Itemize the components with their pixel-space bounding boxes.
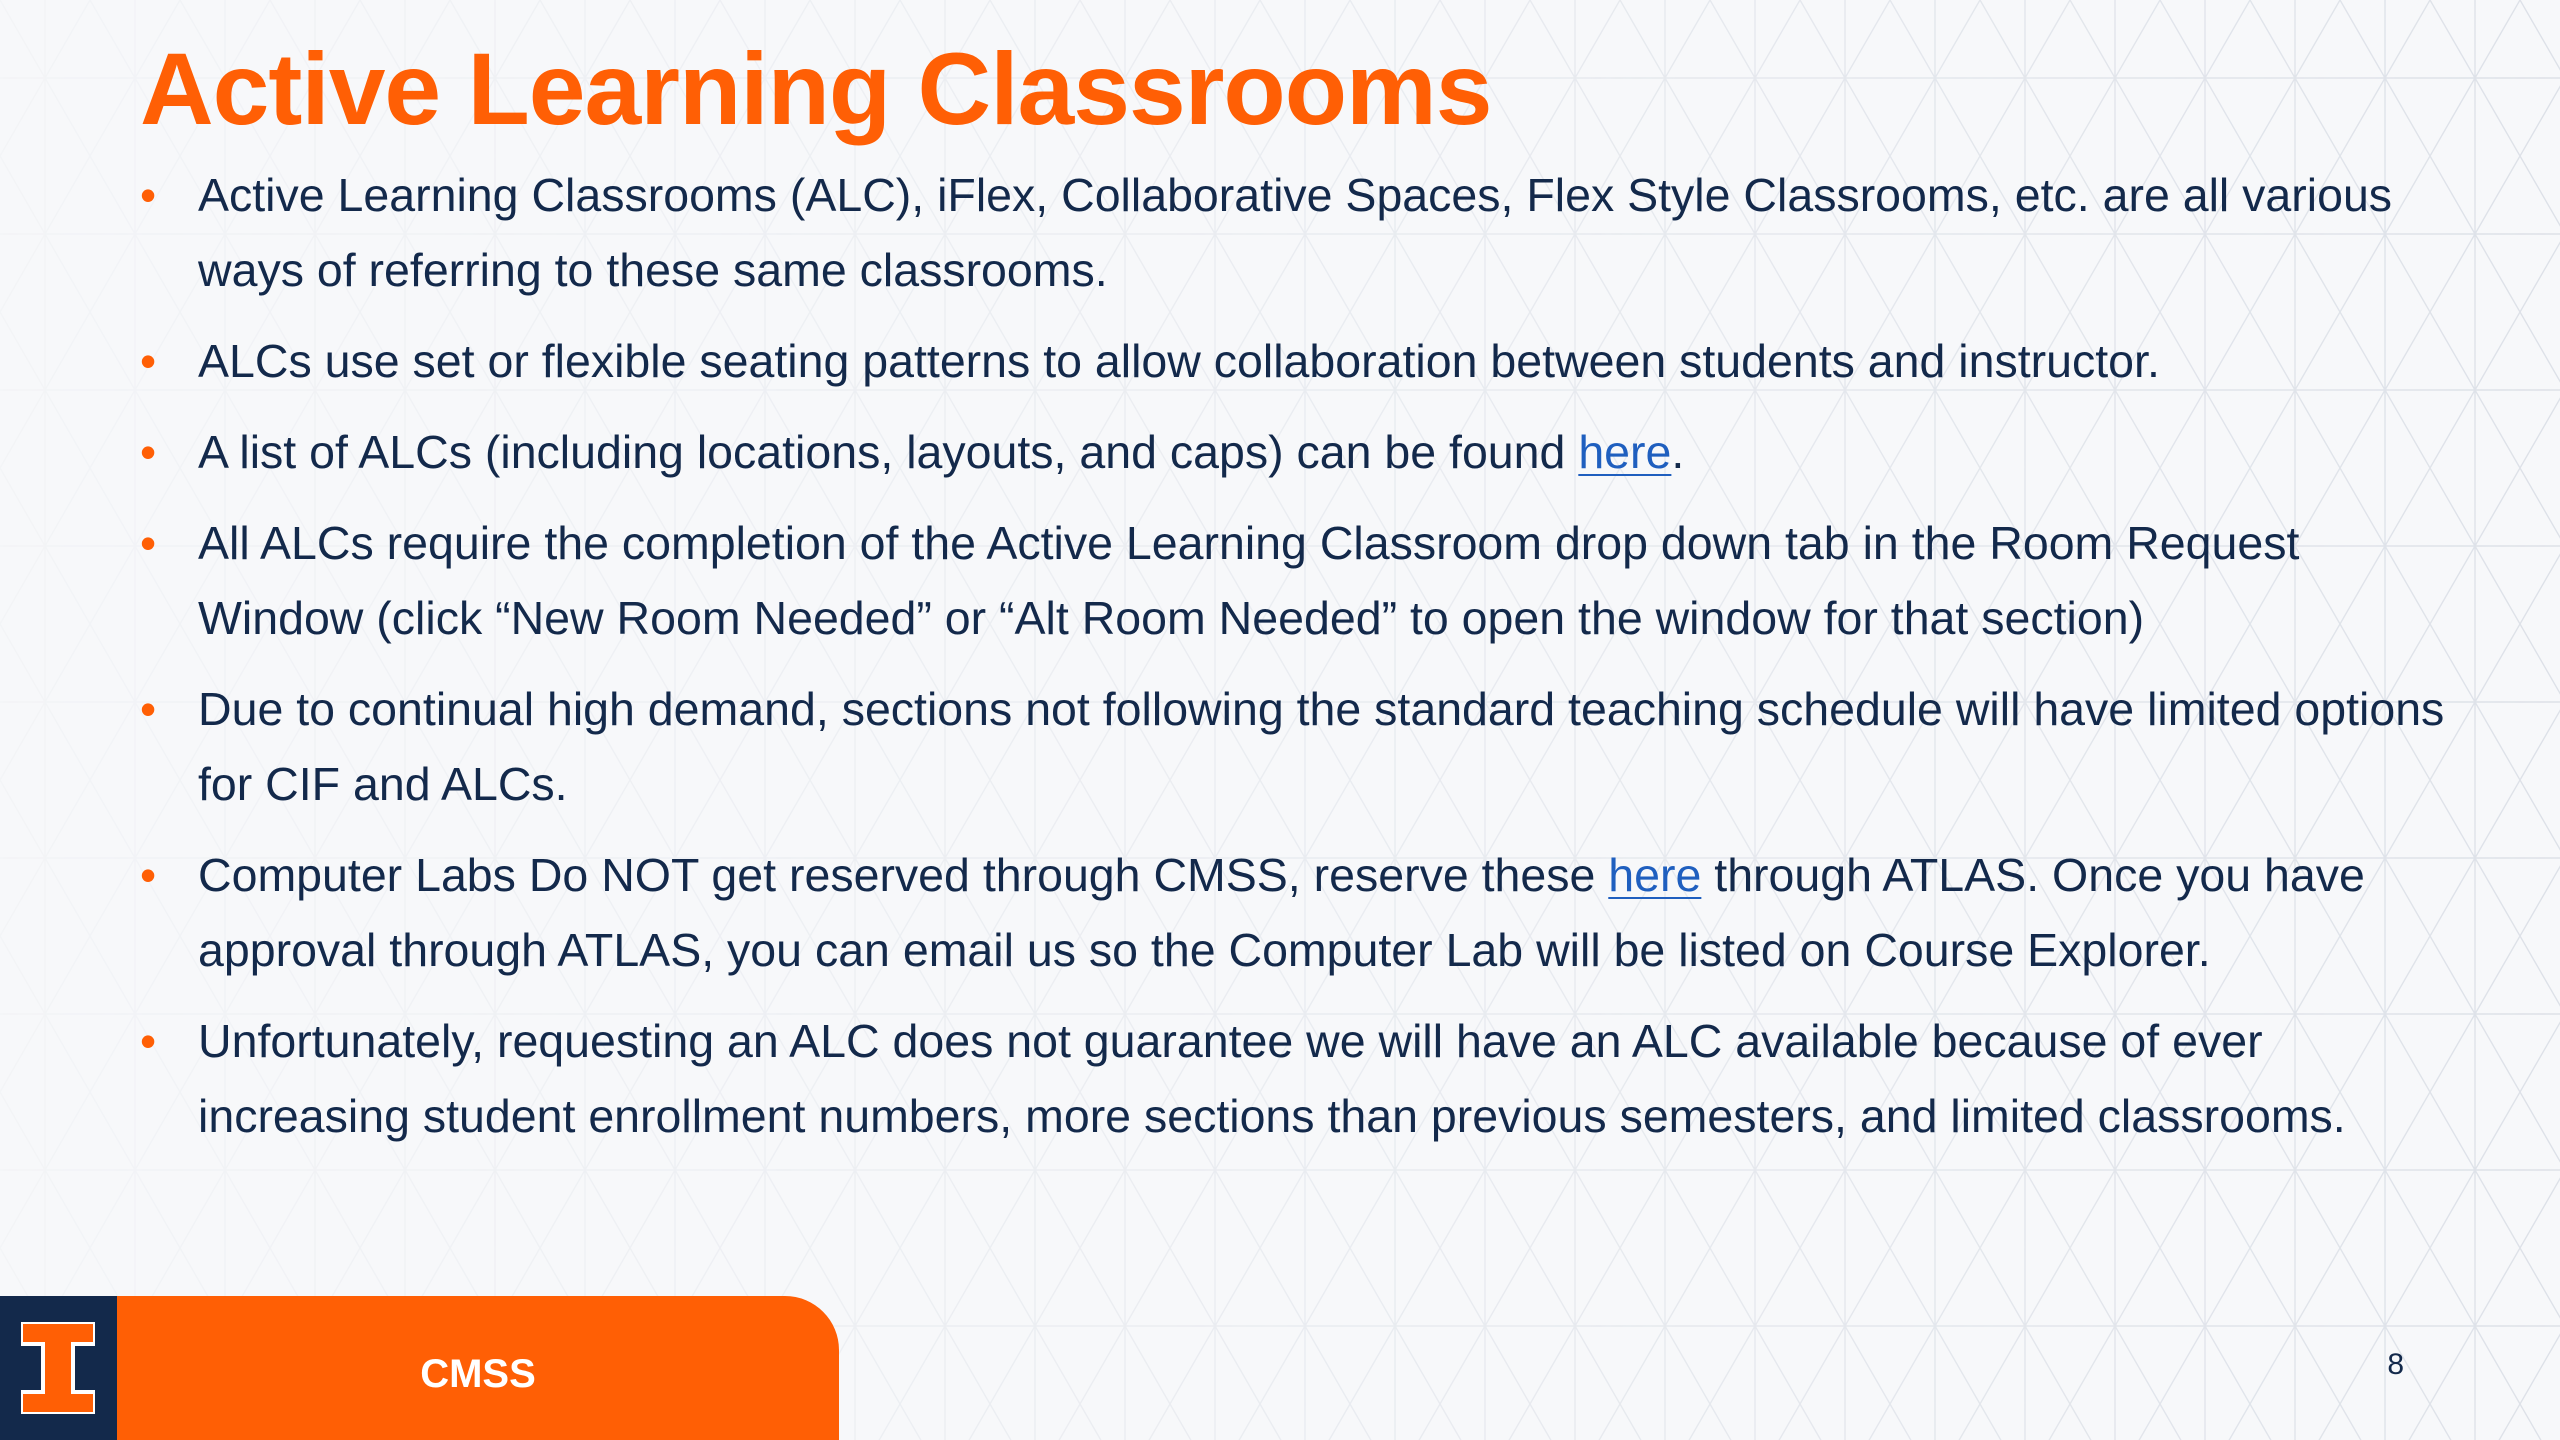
footer-label: CMSS: [420, 1351, 536, 1396]
bullet-dot-icon: •: [140, 1015, 157, 1067]
bullet-item: [140, 415, 2470, 490]
bullet-item: [140, 1004, 2470, 1154]
bullet-text-continued: through ATLAS. Once you have approval through ATLAS, you can email us so the Computer Lab will be listed on Course Explorer.: [198, 849, 2365, 976]
bullet-text: Due to continual high demand, sections not following the standard teaching schedule will have limited options for CIF and ALCs.: [198, 683, 2445, 810]
bullet-list: [140, 158, 2470, 1170]
bullet-text-continued: .: [1671, 426, 1685, 478]
page-number: 8: [2387, 1348, 2404, 1381]
here-link[interactable]: here: [1608, 849, 1702, 901]
bullet-text: Active Learning Classrooms (ALC), iFlex, Collaborative Spaces, Flex Style Classrooms, etc. are all various ways of referring to these same classrooms.: [198, 169, 2393, 296]
bullet-item: [140, 672, 2470, 822]
block-i-logo-icon: [21, 1322, 95, 1414]
here-link[interactable]: here: [1578, 426, 1672, 478]
bullet-text: All ALCs require the completion of the Active Learning Classroom drop down tab in the Room Request Window (click “New Room Needed” or “Alt Room Needed” to open the window for that section): [198, 517, 2300, 644]
slide-title: Active Learning Classrooms: [140, 32, 1492, 146]
bullet-item: [140, 158, 2470, 308]
bullet-dot-icon: •: [140, 683, 157, 735]
footer-tab: [117, 1296, 839, 1440]
bullet-dot-icon: •: [140, 169, 157, 221]
bullet-dot-icon: •: [140, 335, 157, 387]
bullet-text: Computer Labs Do NOT get reserved through CMSS, reserve these: [198, 849, 1609, 901]
bullet-dot-icon: •: [140, 849, 157, 901]
bullet-item: [140, 838, 2470, 988]
bullet-text: ALCs use set or flexible seating patterns to allow collaboration between students and instructor.: [198, 335, 2160, 387]
footer-logo-block: [0, 1296, 117, 1440]
bullet-item: [140, 506, 2470, 656]
bullet-text: Unfortunately, requesting an ALC does not guarantee we will have an ALC available because of ever increasing student enrollment numbers, more sections than previous semesters, and limited classrooms.: [198, 1015, 2346, 1142]
bullet-text: A list of ALCs (including locations, layouts, and caps) can be found: [198, 426, 1579, 478]
bullet-dot-icon: •: [140, 426, 157, 478]
bullet-dot-icon: •: [140, 517, 157, 569]
bullet-item: [140, 324, 2470, 399]
